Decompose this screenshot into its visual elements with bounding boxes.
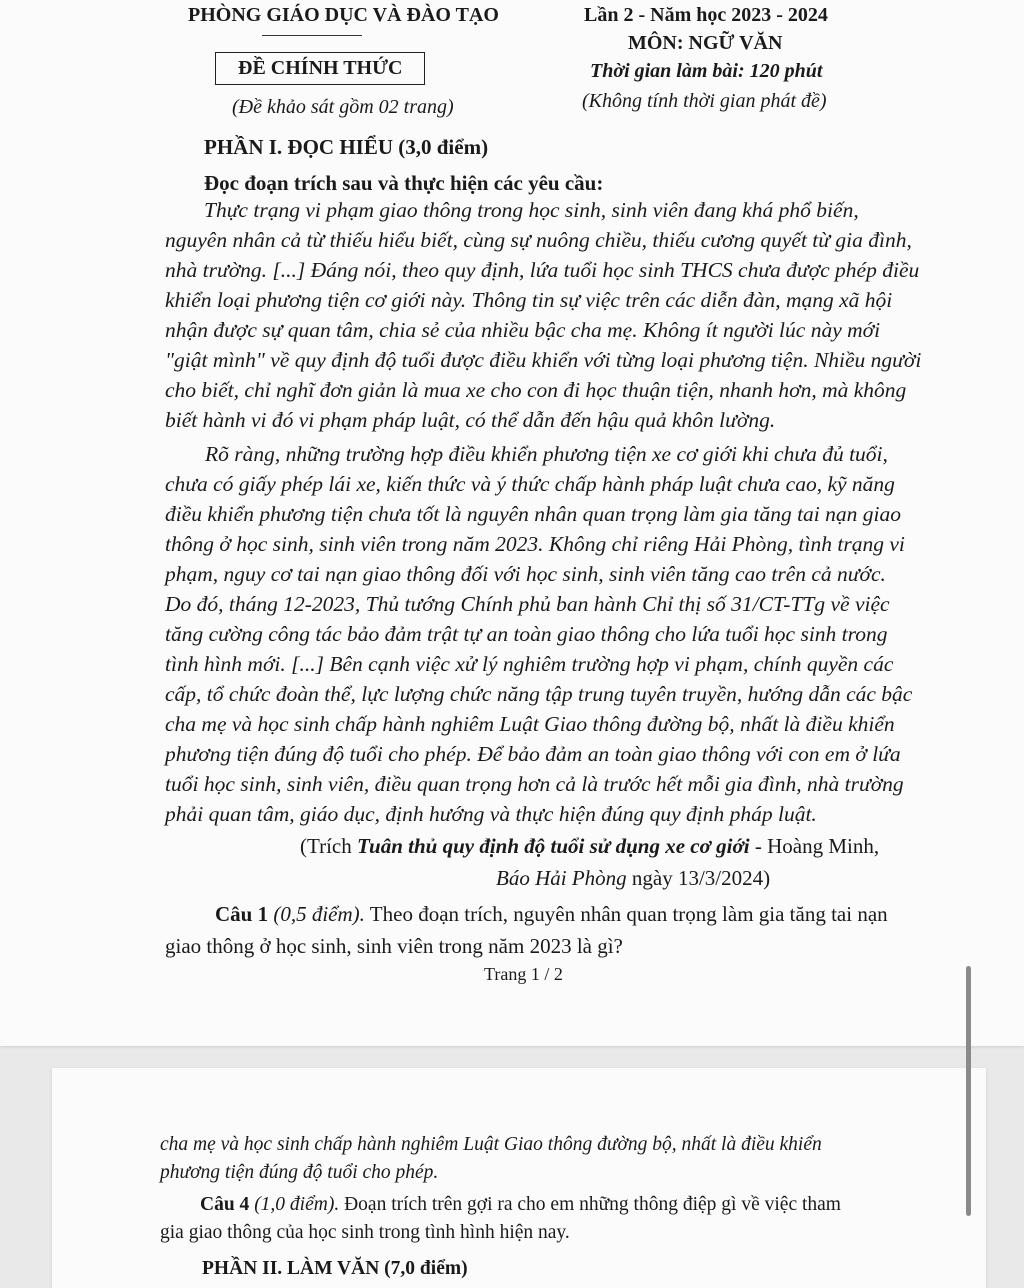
question-1-line [215, 902, 888, 927]
time-note: (Không tính thời gian phát đề) [582, 90, 827, 112]
passage-line: Thực trạng vi phạm giao thông trong học sinh, sinh viên đang khá phổ biến, [204, 198, 859, 222]
passage-line: nhận được sự quan tâm, chia sẻ của nhiều bậc cha mẹ. Không ít người lúc này mới [165, 318, 881, 342]
question-1-label: Câu 1 [215, 902, 269, 926]
question-1-text-cont: giao thông ở học sinh, sinh viên trong năm 2023 là gì? [165, 934, 623, 958]
question-4-text-cont: gia giao thông của học sinh trong tình hình hiện nay. [160, 1222, 570, 1243]
exam-round-year: Lần 2 - Năm học 2023 - 2024 [584, 4, 828, 26]
passage-line: tình hình mới. [...] Bên cạnh việc xử lý nghiêm trường hợp vi phạm, chính quyền các [165, 652, 894, 676]
question-1-text: Theo đoạn trích, nguyên nhân quan trọng làm gia tăng tai nạn [364, 902, 888, 926]
document-scrollbar[interactable] [966, 966, 971, 1216]
citation-author: - Hoàng Minh, [749, 834, 880, 858]
passage-line: phương tiện đúng độ tuổi cho phép. [160, 1162, 439, 1183]
question-1-points: (0,5 điểm). [268, 902, 365, 926]
department-name: PHÒNG GIÁO DỤC VÀ ĐÀO TẠO [188, 4, 499, 26]
question-4-label: Câu 4 [200, 1194, 250, 1215]
passage-line: chưa có giấy phép lái xe, kiến thức và ý thức chấp hành pháp luật chưa cao, kỹ năng [165, 472, 895, 496]
exam-duration: Thời gian làm bài: 120 phút [590, 60, 823, 82]
passage-line: thông ở học sinh, sinh viên trong năm 2023. Không chỉ riêng Hải Phòng, tình trạng vi [165, 532, 905, 556]
passage-line: tăng cường công tác bảo đảm trật tự an toàn giao thông cho lứa tuổi học sinh trong [165, 622, 888, 646]
passage-line: cấp, tổ chức đoàn thể, lực lượng chức năng tập trung tuyên truyền, hướng dẫn các bậc [165, 682, 913, 706]
official-exam-box: ĐỀ CHÍNH THỨC [215, 52, 425, 85]
passage-line: biết hành vi đó vi phạm pháp luật, có thể dẫn đến hậu quả khôn lường. [165, 408, 776, 432]
part2-title: PHẦN II. LÀM VĂN (7,0 điểm) [202, 1258, 468, 1279]
reading-instruction: Đọc đoạn trích sau và thực hiện các yêu cầu: [204, 171, 604, 195]
question-4-points: (1,0 điểm). [249, 1194, 340, 1215]
question-4-line [200, 1194, 841, 1216]
passage-line: nhà trường. [...] Đáng nói, theo quy định, lứa tuổi học sinh THCS chưa được phép điều [165, 258, 920, 282]
part1-title: PHẦN I. ĐỌC HIỂU (3,0 điểm) [204, 135, 489, 159]
passage-line: Do đó, tháng 12-2023, Thủ tướng Chính phủ ban hành Chỉ thị số 31/CT-TTg về việc [165, 592, 890, 616]
passage-line: điều khiển phương tiện chưa tốt là nguyên nhân quan trọng làm gia tăng tai nạn giao [165, 502, 901, 526]
passage-line: cha mẹ và học sinh chấp hành nghiêm Luật Giao thông đường bộ, nhất là điều khiển [160, 1134, 822, 1155]
citation-source-line [496, 866, 770, 891]
citation-date: ngày 13/3/2024) [626, 866, 771, 890]
question-4-text: Đoạn trích trên gợi ra cho em những thông điệp gì về việc tham [339, 1194, 841, 1215]
citation-title: Tuân thủ quy định độ tuổi sử dụng xe cơ giới [356, 834, 750, 858]
passage-line: nguyên nhân cả từ thiếu hiểu biết, cùng sự nuông chiều, thiếu cương quyết từ gia đình, [165, 228, 912, 252]
passage-line: cha mẹ và học sinh chấp hành nghiêm Luật Giao thông đường bộ, nhất là điều khiển [165, 712, 895, 736]
passage-line: phải quan tâm, giáo dục, định hướng và thực hiện đúng quy định pháp luật. [165, 802, 817, 826]
passage-line: tuổi học sinh, sinh viên, điều quan trọng hơn cả là trước hết mỗi gia đình, nhà trường [165, 772, 904, 796]
citation-line [300, 834, 879, 859]
subject-title: MÔN: NGỮ VĂN [628, 32, 783, 54]
passage-line: cho biết, chỉ nghĩ đơn giản là mua xe cho con đi học thuận tiện, nhanh hơn, mà không [165, 378, 907, 402]
citation-source: Báo Hải Phòng [496, 866, 627, 890]
pages-note: (Đề khảo sát gồm 02 trang) [232, 96, 454, 118]
passage-line: phương tiện đúng độ tuổi cho phép. Để bảo đảm an toàn giao thông với con em ở lứa [165, 742, 901, 766]
header-divider [262, 35, 362, 36]
page-number: Trang 1 / 2 [484, 964, 563, 984]
exam-page-2 [52, 1068, 986, 1288]
passage-line: "giật mình" về quy định độ tuổi được điều khiển với từng loại phương tiện. Nhiều người [165, 348, 922, 372]
passage-line: Rõ ràng, những trường hợp điều khiển phương tiện xe cơ giới khi chưa đủ tuổi, [205, 442, 888, 466]
citation-open: (Trích [300, 834, 357, 858]
passage-line: phạm, nguy cơ tai nạn giao thông đối với học sinh, sinh viên tăng cao trên cả nước. [165, 562, 886, 586]
passage-line: khiển loại phương tiện cơ giới này. Thông tin sự việc trên các diễn đàn, mạng xã hội [165, 288, 893, 312]
